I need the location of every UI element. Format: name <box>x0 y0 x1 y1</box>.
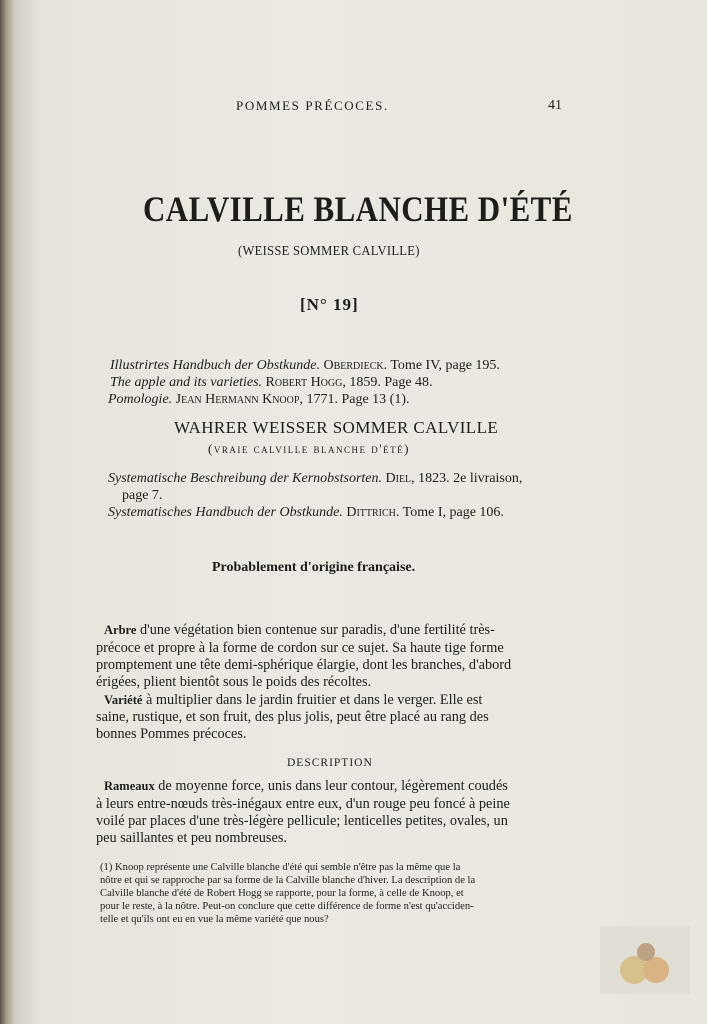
footnote-line: (1) Knoop représente une Calville blanche d'été qui semble n'être pas la même que la <box>100 862 461 873</box>
paragraph-line: précoce et propre à la forme de cordon sur ce sujet. Sa haute tige forme <box>96 640 504 656</box>
synonym-subtitle: (vraie calville blanche d'été) <box>208 441 410 456</box>
paragraph-line: à leurs entre-nœuds très-inégaux entre eux, d'un rouge peu foncé à peine <box>96 796 510 812</box>
synonym-reference: page 7. <box>122 488 163 503</box>
footnote-line: nôtre et qui se rapproche par sa forme de la Calville blanche d'hiver. La description de la <box>100 875 476 886</box>
book-binding-edge <box>0 0 14 1024</box>
footnote-line: telle et qu'ils ont eu en vue la même variété que nous? <box>100 914 329 925</box>
origin-note: Probablement d'origine française. <box>212 560 416 575</box>
reference-line: Illustrirtes Handbuch der Obstkunde. Oberdieck. Tome IV, page 195. <box>110 358 500 373</box>
paragraph-line: saine, rustique, et son fruit, des plus jolis, peut être placé au rang des <box>96 709 489 725</box>
paragraph-line: Rameaux de moyenne force, unis dans leur contour, légèrement coudés <box>104 778 508 794</box>
paragraph-line: Variété à multiplier dans le jardin fruitier et dans le verger. Elle est <box>104 692 483 708</box>
paragraph-line: érigées, plient bientôt sous le poids des récoltes. <box>96 674 372 690</box>
synonym-reference: Systematische Beschreibung der Kernobstsorten. Diel, 1823. 2e livraison, <box>108 471 523 486</box>
catalog-number: [N° 19] <box>300 295 359 314</box>
footnote-line: Calville blanche d'été de Robert Hogg se rapporte, pour la forme, à celle de Knoop, et <box>100 888 464 899</box>
paragraph-line: bonnes Pommes précoces. <box>96 726 247 742</box>
paragraph-line: Arbre d'une végétation bien contenue sur paradis, d'une fertilité très- <box>104 622 495 638</box>
page-subtitle: (WEISSE SOMMER CALVILLE) <box>238 244 420 259</box>
synonym-reference: Systematisches Handbuch der Obstkunde. Dittrich. Tome I, page 106. <box>108 505 504 520</box>
running-head: POMMES PRÉCOCES. <box>236 98 389 113</box>
paragraph-line: voilé par places d'une très-légère pellicule; lenticelles petites, ovales, un <box>96 813 508 829</box>
paragraph-line: peu saillantes et peu nombreuses. <box>96 830 287 846</box>
footnote-line: pour le reste, à la nôtre. Peut-on conclure que cette différence de forme n'est qu'acciden- <box>100 901 474 912</box>
description-heading: DESCRIPTION <box>287 757 373 769</box>
reference-line: Pomologie. Jean Hermann Knoop, 1771. Page 13 (1). <box>108 392 410 407</box>
reference-line: The apple and its varieties. Robert Hogg, 1859. Page 48. <box>110 375 433 390</box>
page-number: 41 <box>548 98 562 113</box>
page-title: CALVILLE BLANCHE D'ÉTÉ <box>143 189 573 229</box>
synonym-title: WAHRER WEISSER SOMMER CALVILLE <box>174 418 499 437</box>
fruit-watermark-icon <box>600 926 690 994</box>
paragraph-line: promptement une tête demi-sphérique élargie, dont les branches, d'abord <box>96 657 512 673</box>
